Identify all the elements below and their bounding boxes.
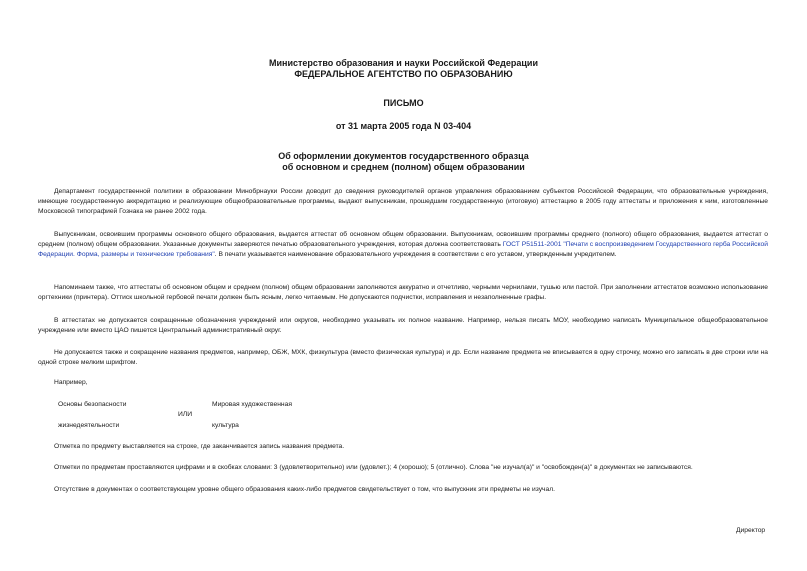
example-right-line-1: Мировая художественная xyxy=(212,401,292,408)
example-right-line-2: культура xyxy=(212,422,239,429)
paragraph-4 xyxy=(38,316,768,336)
ministry-name: Министерство образования и науки Российской Федерации xyxy=(269,58,538,68)
gost-link[interactable]: ГОСТ Р51511-2001 "Печати с воспроизведением Государственного герба Российской Федерации. Форма, размеры и технические требования" xyxy=(38,241,768,258)
example-left-line-2: жизнедеятельности xyxy=(58,422,120,429)
example-or: ИЛИ xyxy=(178,411,193,418)
paragraph-5 xyxy=(38,348,768,368)
paragraph-1 xyxy=(38,187,768,217)
paragraph-8 xyxy=(38,463,768,473)
paragraph-4-text: В аттестатах не допускается сокращенные обозначения учреждений или округов, необходимо указывать их полное название. Например, нельзя писать МОУ, необходимо написать Муниципальное общеобразовательное учреждение или вместо ЦАО пишется Центральный административный округ. xyxy=(38,317,768,334)
paragraph-9-text: Отсутствие в документах о соответствующем уровне общего образования каких-либо предметов свидетельствует о том, что выпускник эти предметы не изучал. xyxy=(54,486,556,493)
example-intro-text: Например, xyxy=(54,379,88,386)
paragraph-2 xyxy=(38,230,768,260)
subject-line-1: Об оформлении документов государственного образца xyxy=(278,151,529,161)
signature-title: Директор xyxy=(736,527,766,534)
example-left-line-1: Основы безопасности xyxy=(58,401,127,408)
paragraph-3 xyxy=(38,283,768,303)
paragraph-7 xyxy=(38,442,768,452)
paragraph-8-text: Отметки по предметам проставляются цифрами и в скобках словами: 3 (удовлетворительно) или (удовлет.); 4 (хорошо); 5 (отлично). Слова "не изучал(а)" и "освобожден(а)" в документах не записываются. xyxy=(54,464,693,471)
paragraph-2-text-after: . В печати указывается наименование образовательного учреждения в соответствии с его уставом, утвержденным учредителем. xyxy=(214,251,617,258)
paragraph-2-text-before: Выпускникам, освоившим программы основного общего образования, выдается аттестат об основном общем образовании. Выпускникам, освоившим программы среднего (полного) общего образования, выдается аттестат о среднем (полном) общем образовании. Указанные документы заверяются печатью образовательного учреждения, которая должна соответствовать xyxy=(38,231,768,248)
paragraph-5-text: Не допускается также и сокращение названия предметов, например, ОБЖ, МХК, физкультура (вместо физическая культура) и др. Если название предмета не вписывается в одну строчку, можно его записать в две строки или на одной строке мелким шрифтом. xyxy=(38,349,768,366)
paragraph-example-intro xyxy=(38,378,768,388)
paragraph-1-text: Департамент государственной политики в образовании Минобрнауки России доводит до сведения руководителей органов управления образованием субъектов Российской Федерации, что образовательные учреждения, имеющие государственную аккредитацию и реализующие общеобразовательные программы, выдают выпускникам, прошедшим государственную (итоговую) аттестацию в 2005 году аттестаты и приложения к ним, изготовленные Московской типографией Гознака не ранее 2002 года. xyxy=(38,188,768,215)
document-type: ПИСЬМО xyxy=(383,98,424,108)
document-date-number: от 31 марта 2005 года N 03-404 xyxy=(335,121,472,131)
paragraph-7-text: Отметка по предмету выставляется на строке, где заканчивается запись названия предмета. xyxy=(54,443,345,450)
subject-line-2: об основном и среднем (полном) общем образовании xyxy=(282,162,525,172)
paragraph-3-text: Напоминаем также, что аттестаты об основном общем и среднем (полном) общем образовании заполняются аккуратно и отчетливо, черными чернилами, тушью или пастой. При заполнении аттестатов возможно использование оргтехники (принтера). Оттиск школьной гербовой печати должен быть ясным, легко читаемым. Не допускаются подчистки, исправления и незаполненные графы. xyxy=(38,284,768,301)
agency-name: ФЕДЕРАЛЬНОЕ АГЕНТСТВО ПО ОБРАЗОВАНИЮ xyxy=(294,69,513,79)
paragraph-9 xyxy=(38,485,768,495)
